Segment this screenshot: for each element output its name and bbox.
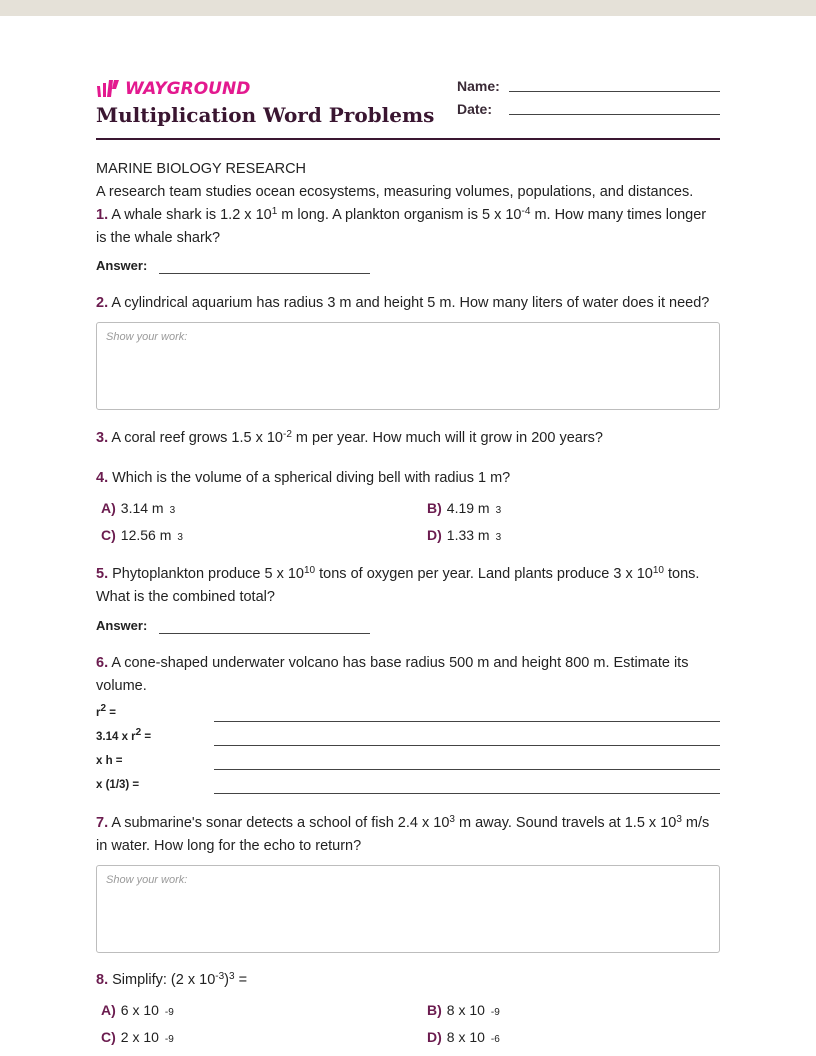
option-letter: D) (427, 1029, 442, 1045)
exponent: -2 (283, 429, 292, 440)
step-label-4: x (1/3) = (96, 779, 140, 791)
question-number: 7. (96, 815, 109, 831)
question-text: ) (224, 972, 230, 988)
question-text: = (234, 972, 248, 988)
section-heading: MARINE BIOLOGY RESEARCH (96, 161, 307, 177)
question-text: Which is the volume of a spherical diving bell with radius 1 m? (108, 470, 511, 486)
work-placeholder: Show your work: (106, 874, 188, 886)
option-c[interactable] (96, 1029, 174, 1045)
step-label-2: 3.14 x $r^2$ = (96, 727, 152, 743)
question-text: tons. What is the combined total? (96, 566, 700, 605)
option-c[interactable] (96, 527, 183, 543)
brand-name: WAYGROUND (125, 79, 251, 99)
question-text: A whale shark is 1.2 x 10 (108, 207, 272, 223)
step-field-4[interactable] (214, 793, 720, 794)
question-text: A cone-shaped underwater volcano has base radius 500 m and height 800 m. Estimate its volume. (96, 655, 689, 694)
option-value: 6 x 10 (120, 1002, 159, 1018)
option-exponent: -9 (490, 1007, 500, 1018)
question-text: A submarine's sonar detects a school of fish 2.4 x 10 (108, 815, 450, 831)
option-value: 8 x 10 (446, 1002, 485, 1018)
option-exponent: -9 (164, 1007, 174, 1018)
option-value: 8 x 10 (446, 1029, 485, 1045)
exponent: 3 (676, 814, 682, 825)
exponent: -3 (215, 971, 225, 982)
question-text: Phytoplankton produce 5 x 10 (108, 566, 304, 582)
exponent: 1 (271, 206, 278, 217)
question-text: m per year. How much will it grow in 200 years? (291, 430, 603, 446)
option-d[interactable] (422, 1029, 500, 1045)
option-value: 2 x 10 (120, 1029, 159, 1045)
wayground-logo-icon (96, 80, 120, 98)
work-box-2[interactable] (96, 322, 720, 410)
question-number: 2. (96, 295, 109, 311)
option-letter: A) (101, 500, 116, 516)
page-title: Multiplication Word Problems (96, 103, 435, 127)
question-text: A coral reef grows 1.5 x 10 (108, 430, 283, 446)
option-value: 4.19 m (446, 500, 490, 516)
option-value: 1.33 m (446, 527, 490, 543)
question-8 (96, 969, 720, 992)
date-label: Date: (457, 101, 493, 117)
header-divider (96, 138, 720, 140)
option-b[interactable] (422, 1002, 500, 1018)
option-letter: A) (101, 1002, 116, 1018)
question-number: 1. (96, 207, 109, 223)
question-7 (96, 812, 720, 858)
answer-label: Answer: (96, 258, 148, 273)
option-exponent: -9 (164, 1034, 174, 1045)
option-letter: B) (427, 500, 442, 516)
question-2 (96, 292, 720, 315)
option-d[interactable] (422, 527, 501, 543)
question-number: 4. (96, 470, 109, 486)
step-label-1: $r^2$ = (96, 703, 116, 719)
option-letter: B) (427, 1002, 442, 1018)
step-label-3: x h = (96, 755, 123, 767)
section-intro: A research team studies ocean ecosystems, measuring volumes, populations, and distances. (96, 184, 694, 200)
question-3 (96, 427, 720, 450)
question-text: Simplify: (2 x 10 (108, 972, 216, 988)
question-text: m. How many times longer is the whale shark? (96, 207, 707, 246)
name-field[interactable] (509, 91, 720, 92)
answer-field-5[interactable] (159, 633, 370, 634)
option-letter: C) (101, 527, 116, 543)
option-exponent: 3 (495, 532, 502, 543)
question-4 (96, 467, 720, 490)
date-field[interactable] (509, 114, 720, 115)
answer-label: Answer: (96, 618, 148, 633)
option-exponent: -6 (490, 1034, 500, 1045)
name-label: Name: (457, 78, 500, 94)
option-b[interactable] (422, 500, 501, 516)
question-number: 3. (96, 430, 109, 446)
question-5 (96, 563, 720, 609)
question-number: 5. (96, 566, 109, 582)
top-bar (0, 0, 816, 16)
option-value: 3.14 m (120, 500, 164, 516)
option-exponent: 3 (169, 505, 176, 516)
option-a[interactable] (96, 500, 175, 516)
question-text: tons of oxygen per year. Land plants produce 3 x 10 (315, 566, 653, 582)
option-letter: C) (101, 1029, 116, 1045)
option-value: 12.56 m (120, 527, 172, 543)
question-text: A cylindrical aquarium has radius 3 m and height 5 m. How many liters of water does it need? (108, 295, 710, 311)
question-text: m away. Sound travels at 1.5 x 10 (454, 815, 677, 831)
question-number: 6. (96, 655, 109, 671)
question-6 (96, 652, 720, 698)
exponent: 10 (303, 565, 316, 576)
brand-logo (96, 79, 250, 99)
step-field-2[interactable] (214, 745, 720, 746)
exponent: 3 (229, 971, 235, 982)
answer-field-1[interactable] (159, 273, 370, 274)
work-placeholder: Show your work: (106, 331, 188, 343)
question-text: m/s in water. How long for the echo to return? (96, 815, 710, 854)
question-number: 8. (96, 972, 109, 988)
question-text: m long. A plankton organism is 5 x 10 (277, 207, 522, 223)
step-field-3[interactable] (214, 769, 720, 770)
exponent: 10 (652, 565, 664, 576)
exponent: -4 (521, 206, 531, 217)
option-a[interactable] (96, 1002, 174, 1018)
work-box-7[interactable] (96, 865, 720, 953)
option-exponent: 3 (495, 505, 502, 516)
question-1 (96, 204, 720, 250)
step-field-1[interactable] (214, 721, 720, 722)
exponent: 3 (449, 814, 455, 825)
option-exponent: 3 (177, 532, 183, 543)
option-letter: D) (427, 527, 442, 543)
